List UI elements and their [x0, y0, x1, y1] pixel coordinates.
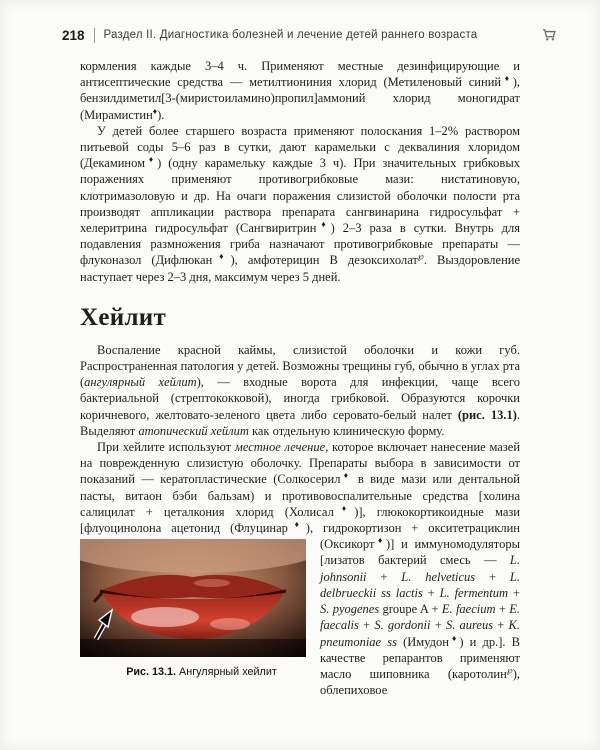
paragraph-text: У детей более старшего возраста применяют полоскания 1–2% раствором питьевой соды 5–6 раз в сутки, дают карамельки с деквалиния хлоридом (Декамином♦) (одну карамельку каждые 3 ч). При значительных грибковых поражениях применяют противогрибковые мази: нистатиновую, клотримазоловую и др. На очаги поражения слизистой оболочки полости рта производят аппликации раствора препарата сангвинарина гидросульфат + хелеритрина гидросульфат (Сангвиритрин♦) 2–3 раза в сутки. Внутрь для подавления размножения гриба назначают противогрибковые препараты — флуконазол (Дифлюкан♦), амфотерицин В дезоксихолат℘. Выздоровление наступает через 2–3 дня, максимум через 5 дней.: [80, 123, 521, 284]
section-heading-cheilitis: Хейлит: [80, 303, 167, 331]
page-body: [80, 58, 520, 698]
page-header: [62, 26, 556, 44]
paragraph-older-children-treatment: [80, 123, 520, 285]
cart-icon: [542, 29, 556, 41]
figure-caption: [80, 664, 306, 680]
paragraph-cheilitis-description: [80, 342, 520, 439]
paragraph-text: Воспаление красной каймы, слизистой оболочки и кожи губ. Распространенная патология у детей. Возможны трещины губ, обычно в углах рта (ангулярный хейлит), — входные ворота для инфекции, чаще всего бактериальной (стрептококковой), иногда грибковой. Образуются корочки коричневого, желтовато-зеленого цвета либо серовато-белый налет (рис. 13.1). Выделяют атопический хейлит как отдельную клиническую форму.: [80, 342, 520, 438]
angular-cheilitis-photo: [80, 539, 306, 657]
header-divider: [94, 28, 95, 43]
figure-caption-label: Рис. 13.1.: [126, 666, 177, 679]
paragraph-text: кормления каждые 3–4 ч. Применяют местные дезинфицирующие и антисептические средства — метилтиониния хлорид (Метиленовый синий♦), бензилдиметил[3-(миристоиламино)пропил]аммоний хлорид моногидрат (Мирамистин♦).: [80, 59, 521, 122]
paragraph-antiseptics: [80, 58, 520, 123]
figure-13-1: [80, 539, 306, 680]
paragraph-text: и иммуномодуляторы [лизатов бактерий смесь — L. johnsonii + L. helveticus + L. delbrueckii ss lactis + L. fermentum + S. pyogenes groupe A + E. faecium + E. faecalis + S. gordonii + S. aureus + K. pneumoniae ss (Имудон♦) и др.]. В качестве репарантов применяют масло шиповника (каротолин℘), облепиховое: [320, 537, 520, 698]
chapter-title: Раздел II. Диагностика болезней и лечение детей раннего возраста: [103, 29, 478, 41]
paragraph-cheilitis-treatment: [80, 439, 520, 698]
page-number: 218: [62, 27, 85, 43]
paragraph-text: При хейлите используют местное лечение, которое включает нанесение мазей на поврежденную слизистую оболочку. Препараты выбора в зависимости от показаний — кератопластические (Солкосерил♦ в виде мази или дентальной пасты, витаон бэби бальзам) и противовоспалительные средства [холина салицилат + цеталкония хлорид (Холисал♦)], глюкокортикоидные мази [флуоцинолона ацетонид (Флуцинар♦), гидрокортизон + окситетрациклин (Оксикорт♦)]: [80, 440, 521, 552]
figure-caption-text: Ангулярный хейлит: [176, 666, 277, 679]
